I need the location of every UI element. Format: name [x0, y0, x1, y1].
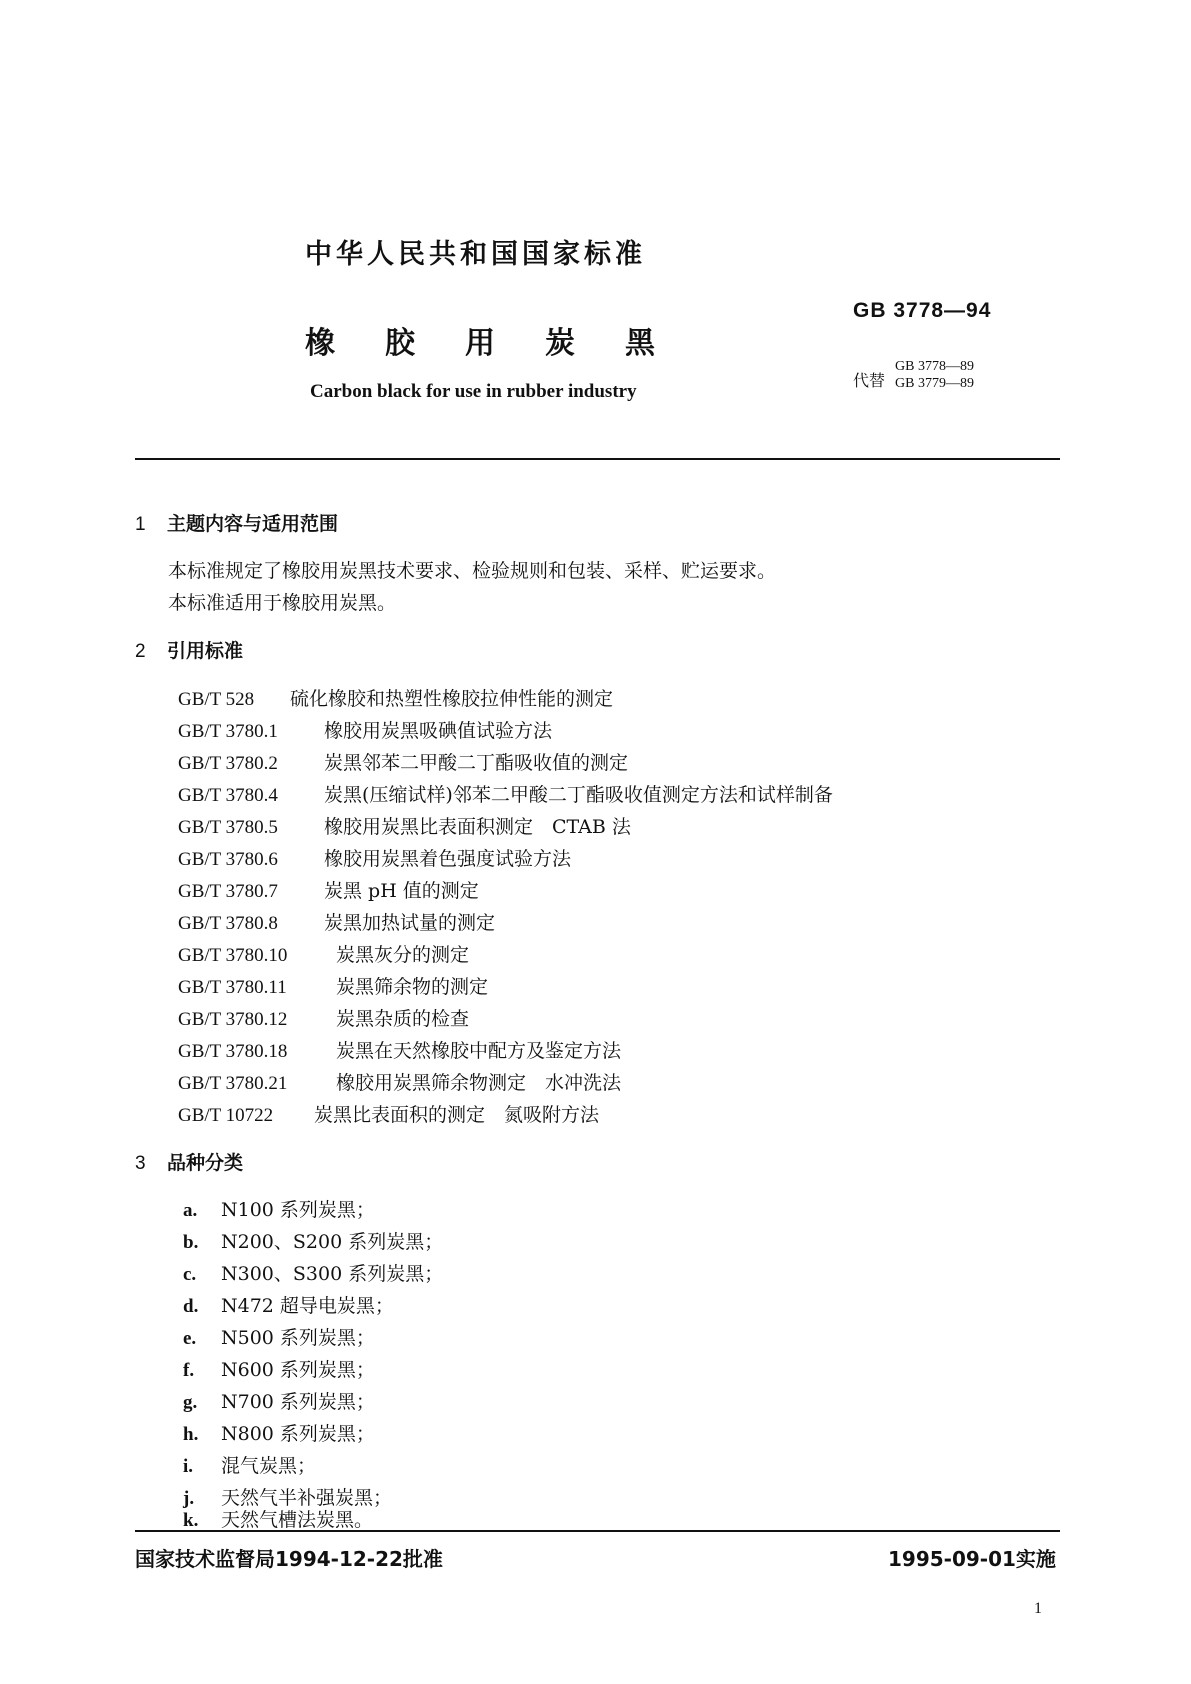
item-text: 天然气槽法炭黑。 — [221, 1509, 374, 1531]
list-item — [183, 1419, 375, 1446]
item-text: N800 系列炭黑； — [221, 1423, 375, 1445]
item-letter: k. — [183, 1510, 199, 1531]
standard-code: GB 3778—94 — [853, 299, 992, 322]
reference-title: 硫化橡胶和热塑性橡胶拉伸性能的测定 — [290, 688, 614, 710]
reference-code: GB/T 528 — [178, 689, 255, 710]
footer-rule — [135, 1530, 1060, 1532]
reference-code: GB/T 3780.5 — [178, 817, 278, 838]
item-text: 混气炭黑； — [221, 1455, 317, 1477]
item-letter: h. — [183, 1424, 199, 1445]
list-item — [183, 1259, 443, 1286]
reference-item — [178, 812, 631, 839]
item-letter: a. — [183, 1200, 198, 1221]
reference-item — [178, 1068, 621, 1095]
reference-title: 橡胶用炭黑筛余物测定 水冲洗法 — [336, 1072, 622, 1094]
item-letter: f. — [183, 1360, 195, 1381]
reference-item — [178, 716, 552, 743]
implementation-date: 1995-09-01实施 — [888, 1547, 1056, 1571]
replaced-standard: GB 3778—89 — [895, 359, 974, 374]
reference-item — [178, 972, 488, 999]
item-letter: i. — [183, 1456, 194, 1477]
reference-item — [178, 1100, 599, 1127]
item-letter: d. — [183, 1296, 199, 1317]
reference-title: 炭黑邻苯二甲酸二丁酯吸收值的测定 — [324, 752, 629, 774]
item-letter: b. — [183, 1232, 199, 1253]
reference-code: GB/T 3780.4 — [178, 785, 278, 806]
item-text: 天然气半补强炭黑； — [221, 1487, 393, 1509]
reference-code: GB/T 3780.18 — [178, 1041, 288, 1062]
reference-code: GB/T 3780.11 — [178, 977, 287, 998]
reference-code: GB/T 3780.7 — [178, 881, 278, 902]
item-text: N700 系列炭黑； — [221, 1391, 375, 1413]
reference-item — [178, 940, 469, 967]
document-title-en: Carbon black for use in rubber industry — [310, 381, 637, 402]
page-number: 1 — [1034, 1600, 1042, 1617]
reference-title: 炭黑灰分的测定 — [336, 944, 470, 966]
paragraph: 本标准适用于橡胶用炭黑。 — [168, 592, 397, 614]
item-text: N472 超导电炭黑； — [221, 1295, 394, 1317]
reference-code: GB/T 3780.21 — [178, 1073, 288, 1094]
section-number: 3 — [135, 1153, 146, 1174]
section-title: 主题内容与适用范围 — [167, 513, 339, 535]
reference-item — [178, 780, 833, 807]
list-item — [183, 1355, 375, 1382]
reference-title: 炭黑比表面积的测定 氮吸附方法 — [314, 1104, 600, 1126]
document-title-zh: 橡胶用炭黑 — [305, 326, 705, 361]
reference-code: GB/T 3780.12 — [178, 1009, 288, 1030]
approval-statement: 国家技术监督局1994-12-22批准 — [135, 1547, 443, 1571]
replaced-standards — [895, 358, 974, 392]
reference-title: 炭黑在天然橡胶中配方及鉴定方法 — [336, 1040, 622, 1062]
reference-title: 炭黑筛余物的测定 — [336, 976, 489, 998]
section-heading-3 — [135, 1148, 243, 1175]
list-item — [183, 1505, 373, 1532]
list-item — [183, 1451, 316, 1478]
reference-code: GB/T 3780.2 — [178, 753, 278, 774]
section-number: 2 — [135, 641, 146, 662]
reference-title: 橡胶用炭黑吸碘值试验方法 — [324, 720, 553, 742]
reference-item — [178, 1036, 621, 1063]
item-letter: e. — [183, 1328, 197, 1349]
national-standard-heading: 中华人民共和国国家标准 — [305, 239, 646, 270]
reference-title: 橡胶用炭黑着色强度试验方法 — [324, 848, 572, 870]
reference-title: 橡胶用炭黑比表面积测定 CTAB 法 — [324, 816, 631, 838]
item-letter: j. — [183, 1488, 195, 1509]
paragraph: 本标准规定了橡胶用炭黑技术要求、检验规则和包装、采样、贮运要求。 — [168, 560, 777, 582]
item-letter: c. — [183, 1264, 197, 1285]
reference-item — [178, 908, 495, 935]
section-number: 1 — [135, 514, 146, 535]
section-title: 引用标准 — [167, 640, 244, 662]
reference-code: GB/T 10722 — [178, 1105, 274, 1126]
list-item — [183, 1291, 394, 1318]
reference-title: 炭黑加热试量的测定 — [324, 912, 496, 934]
reference-code: GB/T 3780.8 — [178, 913, 278, 934]
replaced-standard: GB 3779—89 — [895, 376, 974, 391]
reference-code: GB/T 3780.6 — [178, 849, 278, 870]
reference-title: 炭黑(压缩试样)邻苯二甲酸二丁酯吸收值测定方法和试样制备 — [324, 784, 833, 806]
list-item — [183, 1323, 375, 1350]
item-text: N500 系列炭黑； — [221, 1327, 375, 1349]
reference-title: 炭黑 pH 值的测定 — [324, 880, 479, 902]
reference-item — [178, 748, 628, 775]
list-item — [183, 1195, 375, 1222]
reference-code: GB/T 3780.10 — [178, 945, 288, 966]
section-heading-1 — [135, 509, 338, 536]
item-text: N600 系列炭黑； — [221, 1359, 375, 1381]
item-text: N300、S300 系列炭黑； — [221, 1263, 444, 1285]
reference-title: 炭黑杂质的检查 — [336, 1008, 470, 1030]
section-title: 品种分类 — [167, 1152, 244, 1174]
item-text: N100 系列炭黑； — [221, 1199, 375, 1221]
list-item — [183, 1387, 375, 1414]
replaces-label: 代替 — [853, 371, 886, 390]
item-text: N200、S200 系列炭黑； — [221, 1231, 444, 1253]
reference-code: GB/T 3780.1 — [178, 721, 278, 742]
reference-item — [178, 876, 479, 903]
item-letter: g. — [183, 1392, 198, 1413]
reference-item — [178, 844, 571, 871]
list-item — [183, 1227, 443, 1254]
header-rule — [135, 458, 1060, 460]
reference-item — [178, 1004, 469, 1031]
reference-item — [178, 684, 613, 711]
section-heading-2 — [135, 636, 243, 663]
